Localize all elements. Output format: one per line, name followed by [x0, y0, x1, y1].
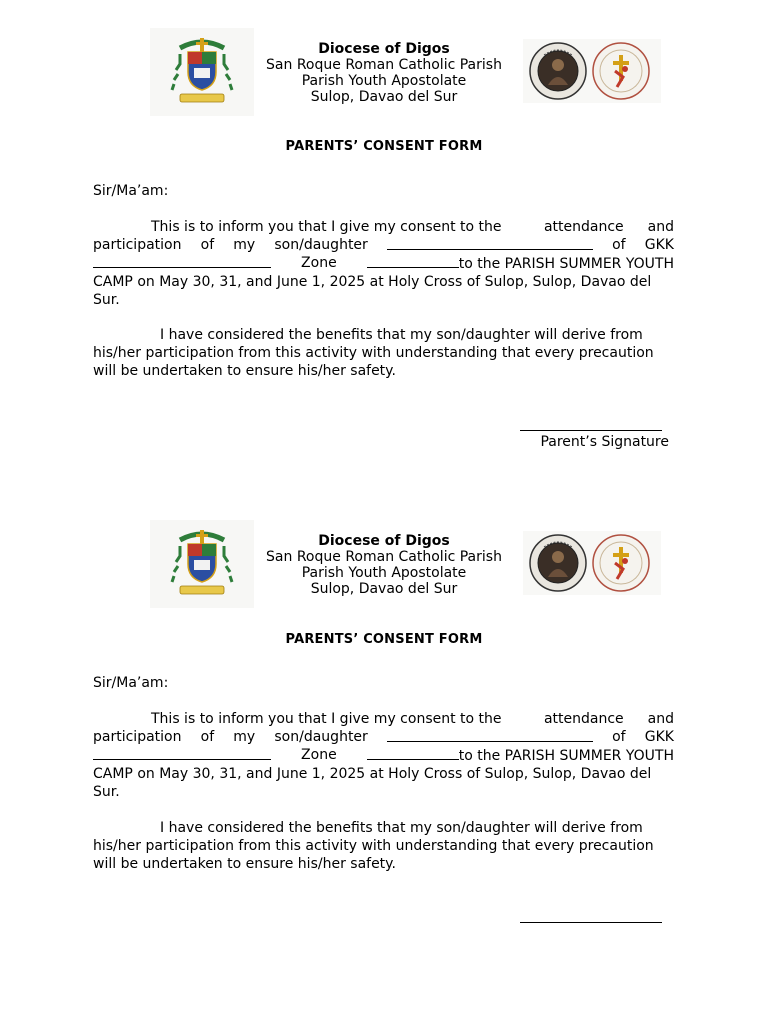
text-fragment: my [233, 729, 256, 745]
text-fragment: to the PARISH SUMMER YOUTH [458, 748, 674, 764]
text-fragment: of [612, 237, 626, 253]
text-fragment: attendance [543, 711, 624, 727]
consent-form-2 [0, 492, 768, 972]
text-fragment: and [647, 711, 674, 727]
paragraph-line [93, 710, 674, 728]
text-fragment: to the PARISH SUMMER YOUTH [458, 256, 674, 272]
paragraph-line: his/her participation from this activity with understanding that every precaution [93, 838, 654, 854]
benefits-paragraph [93, 819, 674, 873]
paragraph-line [93, 236, 674, 254]
apostolate-name: Parish Youth Apostolate [301, 565, 467, 581]
consent-form-1 [0, 0, 768, 480]
paragraph-line: Sur. [93, 784, 120, 800]
paragraph-line [93, 746, 674, 765]
signature-label: Parent’s Signature [540, 434, 669, 450]
text-fragment: participation [93, 237, 182, 253]
paragraph-line: Sur. [93, 292, 120, 308]
paragraph-line [93, 728, 674, 746]
text-fragment: Zone [301, 747, 337, 763]
paragraph-line [93, 254, 674, 273]
consent-paragraph [93, 710, 674, 801]
gkk-blank[interactable] [93, 746, 271, 760]
text-fragment: GKK [644, 237, 674, 253]
text-fragment: attendance [543, 219, 624, 235]
paragraph-line: will be undertaken to ensure his/her safety. [93, 363, 396, 379]
diocese-name: Diocese of Digos [318, 533, 450, 549]
text-fragment: and [647, 219, 674, 235]
form-title: PARENTS’ CONSENT FORM [285, 632, 483, 647]
text-fragment: of [200, 729, 215, 745]
parish-youth-seal-icon [528, 41, 588, 101]
parish-name: San Roque Roman Catholic Parish [266, 549, 502, 565]
diocesan-crest-icon [150, 520, 254, 608]
youth-ministry-seal-icon [591, 533, 651, 593]
parish-name: San Roque Roman Catholic Parish [266, 57, 502, 73]
text-fragment: This is to inform you that I give my consent to the [151, 219, 502, 235]
text-fragment: participation [93, 729, 182, 745]
paragraph-line [93, 218, 674, 236]
benefits-paragraph [93, 326, 674, 380]
text-fragment: my [233, 237, 256, 253]
paragraph-line: will be undertaken to ensure his/her safety. [93, 856, 396, 872]
text-fragment: of [200, 237, 215, 253]
paragraph-line: I have considered the benefits that my son/daughter will derive from [160, 327, 643, 343]
text-fragment: This is to inform you that I give my consent to the [151, 711, 502, 727]
youth-ministry-seal-icon [591, 41, 651, 101]
salutation: Sir/Ma’am: [93, 675, 169, 691]
parish-youth-seal-icon [528, 533, 588, 593]
signature-line[interactable] [520, 922, 662, 923]
child-name-blank[interactable] [387, 236, 593, 250]
signature-line[interactable] [520, 430, 662, 431]
zone-blank[interactable] [367, 254, 459, 268]
paragraph-line: CAMP on May 30, 31, and June 1, 2025 at Holy Cross of Sulop, Sulop, Davao del [93, 766, 652, 782]
child-name-blank[interactable] [387, 728, 593, 742]
paragraph-line: his/her participation from this activity with understanding that every precaution [93, 345, 654, 361]
gkk-blank[interactable] [93, 254, 271, 268]
paragraph-line: CAMP on May 30, 31, and June 1, 2025 at Holy Cross of Sulop, Sulop, Davao del [93, 274, 652, 290]
diocesan-crest-icon [150, 28, 254, 116]
paragraph-line: I have considered the benefits that my son/daughter will derive from [160, 820, 643, 836]
text-fragment: Zone [301, 255, 337, 271]
apostolate-name: Parish Youth Apostolate [301, 73, 467, 89]
text-fragment: son/daughter [274, 729, 368, 745]
text-fragment: son/daughter [274, 237, 368, 253]
salutation: Sir/Ma’am: [93, 183, 169, 199]
parish-location: Sulop, Davao del Sur [310, 581, 458, 597]
parish-location: Sulop, Davao del Sur [310, 89, 458, 105]
text-fragment: GKK [644, 729, 674, 745]
seals-group [523, 531, 661, 595]
form-title: PARENTS’ CONSENT FORM [285, 139, 483, 154]
zone-blank[interactable] [367, 746, 459, 760]
seals-group [523, 39, 661, 103]
diocese-name: Diocese of Digos [318, 41, 450, 57]
consent-paragraph [93, 218, 674, 309]
text-fragment: of [612, 729, 626, 745]
